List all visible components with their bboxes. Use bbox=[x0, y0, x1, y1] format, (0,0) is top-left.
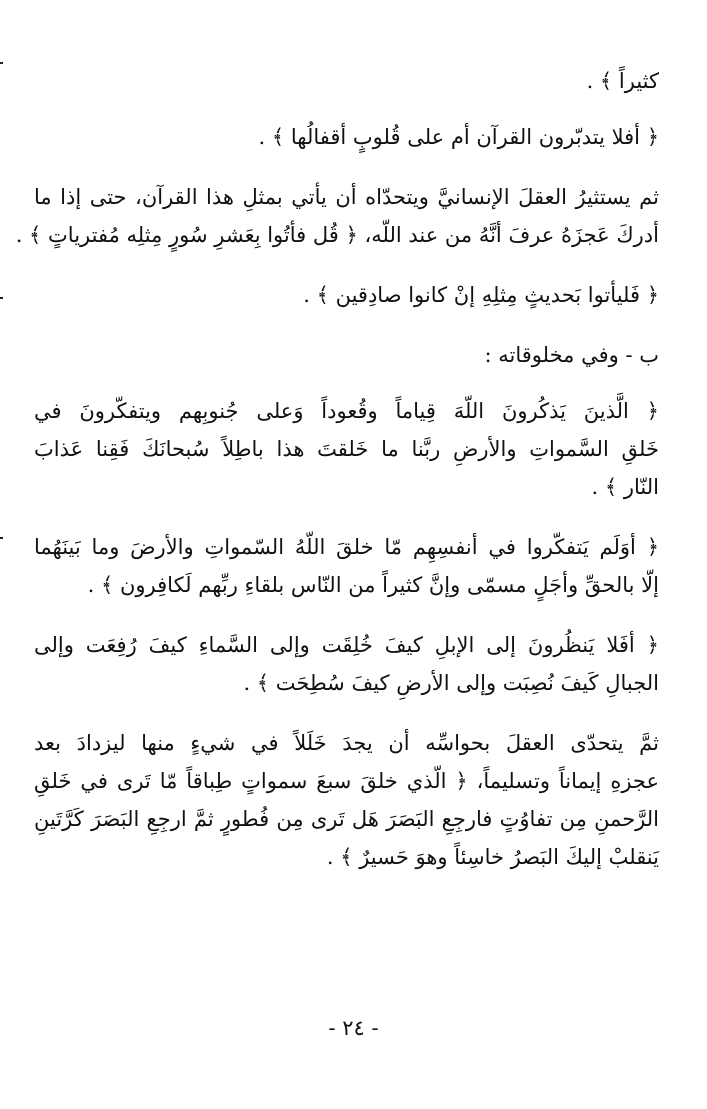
paragraph bbox=[34, 626, 659, 702]
margin-mark bbox=[0, 297, 3, 299]
paragraph bbox=[34, 118, 659, 156]
text-line: الجبالِ كَيفَ نُصِبَت وإلى الأرضِ كيفَ سُطِحَت ﴾ . bbox=[243, 671, 659, 695]
text-line: يَنقلبْ إليكَ البَصرُ خاسِئاً وهوَ حَسيرٌ ﴾ . bbox=[326, 845, 659, 869]
text-line: خَلقِ السَّمواتِ والأرضِ ربَّنا ما خَلقتَ هذا باطِلاً سُبحانَكَ فَقِنا عَذابَ bbox=[34, 437, 659, 461]
page-number: - ٢٤ - bbox=[328, 1016, 379, 1040]
text-line: الرَّحمنِ مِن تفاوُتٍ فارجِعِ البَصَرَ هَل تَرى مِن فُطورٍ ثمَّ ارجِعِ البَصَرَ كَرَّتَينِ bbox=[34, 807, 659, 831]
text-line: كثيراً ﴾ . bbox=[586, 69, 659, 93]
text-line: النّار ﴾ . bbox=[591, 475, 659, 499]
margin-mark bbox=[0, 537, 3, 539]
paragraph bbox=[34, 62, 659, 100]
text-line: ﴿ فَليأتوا بَحديثٍ مِثلِهِ إنْ كانوا صادِقين ﴾ . bbox=[303, 283, 659, 307]
text-line: ثم يستثيرُ العقلَ الإنسانيَّ ويتحدّاه أن يأتي بمثلِ هذا القرآن، حتى إذا ما bbox=[34, 185, 659, 209]
text-line: ثمَّ يتحدّى العقلَ بحواسِّه أن يجدَ خَلَلاً في شيءٍ منها ليزدادَ بعد bbox=[34, 731, 659, 755]
text-line: ﴿ أفلا يتدبّرون القرآن أم على قُلوبٍ أقفالُها ﴾ . bbox=[258, 125, 659, 149]
text-line: عجزهِ إيماناً وتسليماً، ﴿ الّذي خلقَ سبعَ سمواتٍ طِباقاً مّا تَرى في خَلقِ bbox=[34, 769, 659, 793]
margin-mark bbox=[0, 62, 3, 64]
text-line: أدركَ عَجزَهُ عرفَ أنَّهُ من عند اللّه، ﴿ قُل فأتُوا بِعَشرِ سُورٍ مِثلِه مُفترياتٍ ﴾ . bbox=[15, 223, 659, 247]
section-heading bbox=[34, 336, 659, 374]
paragraph bbox=[34, 392, 659, 506]
paragraph bbox=[34, 276, 659, 314]
page-body bbox=[15, 62, 659, 898]
text-line: ﴿ أوَلَم يَتفكّروا في أنفسِهِم مّا خلقَ اللّهُ السّمواتِ والأرضَ وما بَينَهُما bbox=[34, 535, 659, 559]
text-line: ب - وفي مخلوقاته : bbox=[484, 343, 659, 367]
paragraph bbox=[34, 528, 659, 604]
paragraph bbox=[15, 178, 659, 254]
text-line: ﴿ أفَلا يَنظُرونَ إلى الإبلِ كيفَ خُلِقَت وإلى السَّماءِ كيفَ رُفِعَت وإلى bbox=[34, 633, 659, 657]
text-line: إلّا بالحقِّ وأجَلٍ مسمّى وإنَّ كثيراً من النّاس بلقاءِ ربِّهم لَكافِرون ﴾ . bbox=[87, 573, 659, 597]
paragraph bbox=[34, 724, 659, 876]
text-line: ﴿ الَّذينَ يَذكُرونَ اللّهَ قِياماً وقُعوداً وَعلى جُنوبِهم ويتفكّرونَ في bbox=[34, 399, 659, 423]
